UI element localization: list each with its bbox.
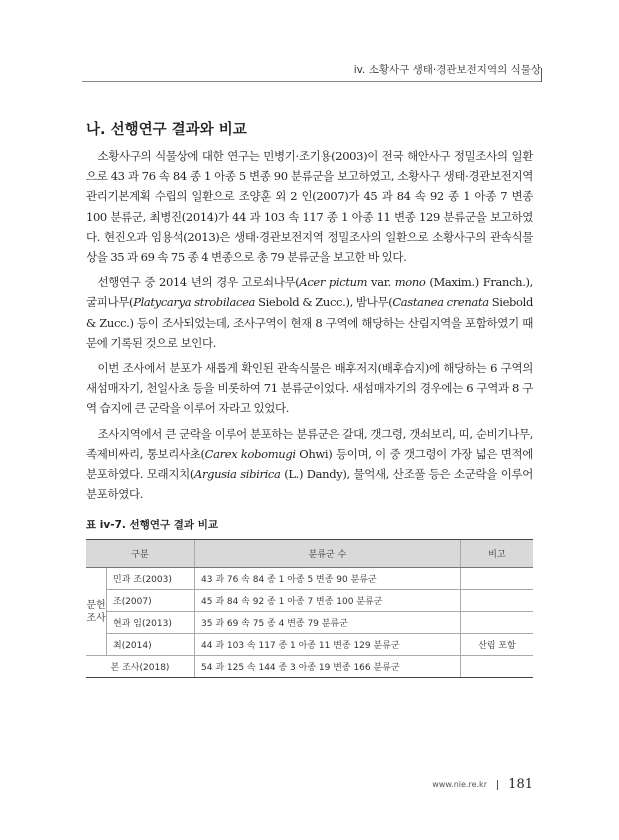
p2-text: Siebold & Zucc.) 등이 조사되었는데, 조사구역이 현재 8 구역에 해당하는 산림지역을 포함하였기 때문에 기록된 것으로 보인다. [86, 295, 533, 350]
group-label: 문헌조사 [86, 568, 107, 656]
header-taxa: 분류군 수 [195, 540, 461, 568]
species-name: Argusia sibirica [193, 467, 281, 482]
page-number: 181 [508, 777, 533, 792]
chapter-title: iv. 소황사구 생태·경관보전지역의 식물상 [353, 64, 541, 76]
p2-text: Siebold & Zucc.), 밤나무( [255, 295, 393, 310]
ref-cell: 민과 조(2003) [107, 568, 195, 590]
paragraph-4 [86, 424, 533, 505]
species-name: mono [394, 275, 426, 290]
table-row [86, 590, 533, 612]
note-cell [461, 568, 534, 590]
p4-text: 조사지역에서 큰 군락을 이루어 분포하는 분류군은 갈대, 갯그령, 갯쇠보리, 띠, 순비기나무, 족제비싸리, 통보리사초( [86, 426, 533, 461]
body-text [86, 146, 533, 509]
header-category: 구분 [86, 540, 195, 568]
table-row [86, 568, 533, 590]
species-name: Castanea crenata [392, 295, 489, 310]
table-header-row [86, 540, 533, 568]
species-name: Acer pictum [299, 275, 368, 290]
footer [432, 774, 533, 793]
section-title: 나. 선행연구 결과와 비교 [86, 122, 247, 138]
ref-cell: 조(2007) [107, 590, 195, 612]
species-name: Carex kobomugi [204, 446, 296, 461]
ref-cell: 본 조사(2018) [86, 656, 195, 678]
p2-text: (Maxim.) Franch.), 굴피나무( [86, 275, 533, 310]
p4-text: (L.) Dandy), 물억새, 산조풀 등은 소군락을 이루어 분포하였다. [86, 467, 534, 502]
note-cell [461, 656, 534, 678]
p2-text: 선행연구 중 2014 년의 경우 고로쇠나무( [97, 275, 300, 290]
ref-cell: 최(2014) [107, 634, 195, 656]
table-row [86, 612, 533, 634]
note-cell: 산림 포함 [461, 634, 534, 656]
taxa-cell: 43 과 76 속 84 종 1 아종 5 변종 90 분류군 [195, 568, 461, 590]
website-url: www.nie.re.kr [432, 780, 487, 789]
paragraph-3: 이번 조사에서 분포가 새롭게 확인된 관속식물은 배후저지(배후습지)에 해당하는 6 구역의 새섬매자기, 천일사초 등을 비롯하여 71 분류군이었다. 새섬매자기의 경우에는 6 구역과 8 구역 습지에 큰 군락을 이루어 자라고 있었다. [86, 361, 533, 416]
header-note: 비고 [461, 540, 534, 568]
table-row [86, 634, 533, 656]
footer-divider [497, 780, 498, 790]
paragraph-2 [86, 272, 533, 353]
p2-text: var. [367, 275, 395, 290]
table-row-current [86, 656, 533, 678]
taxa-cell: 44 과 103 속 117 종 1 아종 11 변종 129 분류군 [195, 634, 461, 656]
note-cell [461, 612, 534, 634]
taxa-cell: 35 과 69 속 75 종 4 변종 79 분류군 [195, 612, 461, 634]
taxa-cell: 45 과 84 속 92 종 1 아종 7 변종 100 분류군 [195, 590, 461, 612]
table-caption: 표 iv-7. 선행연구 결과 비교 [86, 519, 219, 531]
species-name: Platycarya strobilacea [133, 295, 256, 310]
comparison-table [86, 539, 533, 678]
p4-text: Ohwi) 등이며, 이 중 갯그령이 가장 넓은 면적에 분포하였다. 모래지치( [86, 446, 533, 482]
header-rule [82, 81, 541, 82]
note-cell [461, 590, 534, 612]
header-tick [541, 68, 542, 82]
ref-cell: 현과 임(2013) [107, 612, 195, 634]
paragraph-1: 소황사구의 식물상에 대한 연구는 민병기·조기용(2003)이 전국 해안사구 정밀조사의 일환으로 43 과 76 속 84 종 1 아종 5 변종 90 분류군을 보고하였고, 소황사구 생태·경관보전지역 관리기본계획 수립의 일환으로 조양훈 외 2 인(2007)가 45 과 84 속 92 종 1 아종 7 변종 100 분류군, 최병진(2014)가 44 과 103 속 117 종 1 아종 11 변종 129 분류군을 보고하였다. 현진오과 임용석(2013)은 생태·경관보전지역 정밀조사의 일환으로 소황사구의 관속식물상을 35 과 69 속 75 종 4 변종으로 총 79 분류군을 보고한 바 있다. [86, 149, 533, 265]
taxa-cell: 54 과 125 속 144 종 3 아종 19 변종 166 분류군 [195, 656, 461, 678]
running-header [0, 62, 619, 86]
